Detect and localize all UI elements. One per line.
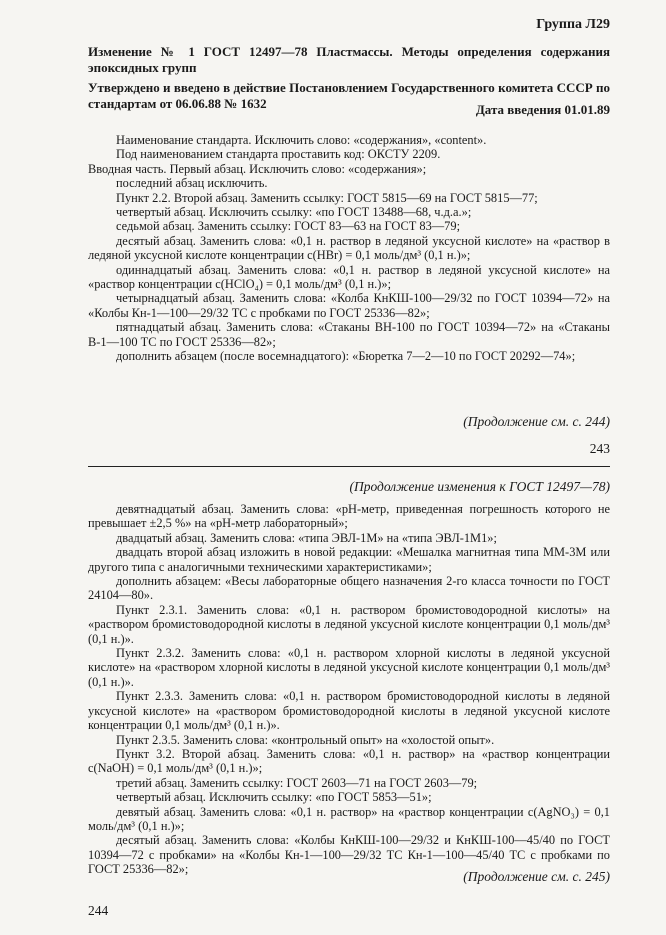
paragraph: десятый абзац. Заменить слова: «Колбы КнКШ-100—29/32 и КнКШ-100—45/40 по ГОСТ 10394—72 с пробками» на «Колбы Кн-1—100—29/32 ТС Кн-1—100—45/40 ТС с пробками по ГОСТ 25336—82»; — [88, 833, 610, 877]
paragraph: одиннадцатый абзац. Заменить слова: «0,1 н. раствор в ледяной уксусной кислоте» на «раствор концентрации c(HClO₄) = 0,1 моль/дм³ (0,1 н.)»; — [88, 262, 610, 292]
paragraph: Вводная часть. Первый абзац. Исключить слово: «содержания»; — [88, 161, 427, 176]
paragraph: девятнадцатый абзац. Заменить слова: «рН-метр, приведенная погрешность которого не превышает ±2,5 %» на «рН-метр лабораторный»; — [88, 502, 610, 531]
paragraph: двадцать второй абзац изложить в новой редакции: «Мешалка магнитная типа ММ-3М или другого типа с аналогичными техническими характеристиками»; — [88, 545, 610, 574]
paragraph: Пункт 2.3.3. Заменить слова: «0,1 н. раствором бромистоводородной кислоты в ледяной уксусной кислоте» на «раствором бромистоводородной кислоты в ледяной уксусной кислоте концентрации 0,1 моль/дм³ (0,1 н.)». — [88, 689, 610, 733]
paragraph: четвертый абзац. Исключить ссылку: «по ГОСТ 5853—51»; — [116, 790, 432, 805]
paragraph: Пункт 2.3.1. Заменить слова: «0,1 н. раствором бромистоводородной кислоты» на «раствором бромистоводородной кислоты в ледяной уксусной кислоте концентрации 0,1 моль/дм³ (0,1 н.)». — [88, 602, 610, 646]
page-number: 244 — [88, 903, 109, 918]
paragraph: Пункт 2.2. Второй абзац. Заменить ссылку: ГОСТ 5815—69 на ГОСТ 5815—77; — [116, 190, 538, 205]
approval-text: Утверждено и введено в действие Постановлением Государственного комитета СССР по стандартам от 06.06.88 № 1632 — [88, 80, 610, 111]
continued-note: (Продолжение см. с. 244) — [463, 414, 610, 429]
paragraph: пятнадцатый абзац. Заменить слова: «Стаканы ВН-100 по ГОСТ 10394—72» на «Стаканы В-1—100 ТС по ГОСТ 25336—82»; — [88, 320, 610, 349]
top-body — [88, 133, 610, 364]
paragraph: двадцатый абзац. Заменить слова: «типа ЭВЛ-1М» на «типа ЭВЛ-1М1»; — [116, 530, 497, 545]
paragraph: дополнить абзацем: «Весы лабораторные общего назначения 2-го класса точности по ГОСТ 24104—80». — [88, 574, 610, 603]
paragraph: четырнадцатый абзац. Заменить слова: «Колба КнКШ-100—29/32 по ГОСТ 10394—72» на «Колбы Кн-1—100—29/32 ТС с пробками по ГОСТ 25336—82»; — [88, 291, 610, 320]
bottom-body — [88, 502, 610, 877]
paragraph: Пункт 2.3.5. Заменить слова: «контрольный опыт» на «холостой опыт». — [116, 732, 495, 747]
paragraph: четвертый абзац. Исключить ссылку: «по ГОСТ 13488—68, ч.д.а.»; — [116, 205, 472, 220]
paragraph: последний абзац исключить. — [116, 176, 268, 191]
page-number: 243 — [589, 441, 610, 456]
paragraph: седьмой абзац. Заменить ссылку: ГОСТ 83—63 на ГОСТ 83—79; — [116, 219, 461, 234]
paragraph: Наименование стандарта. Исключить слово: «содержания», «content». — [116, 133, 487, 147]
effective-date: Дата введения 01.01.89 — [475, 102, 610, 117]
paragraph: Пункт 3.2. Второй абзац. Заменить слова: «0,1 н. раствор» на «раствор концентрации c(NaOH) = 0,1 моль/дм³ (0,1 н.)»; — [88, 746, 610, 776]
paragraph: девятый абзац. Заменить слова: «0,1 н. раствор» на «раствор концентрации c(AgNO₃) = 0,1 моль/дм³ (0,1 н.)»; — [88, 804, 610, 833]
continuation-header: (Продолжение изменения к ГОСТ 12497—78) — [349, 479, 610, 494]
group-label: Группа Л29 — [536, 17, 610, 32]
page-divider — [88, 466, 610, 467]
paragraph: третий абзац. Заменить ссылку: ГОСТ 2603—71 на ГОСТ 2603—79; — [116, 775, 478, 790]
paragraph: Пункт 2.3.2. Заменить слова: «0,1 н. раствором хлорной кислоты в ледяной уксусной кислоте» на «раствором хлорной кислоты в ледяной уксусной кислоте концентрации 0,1 моль/дм³ (0,1 н.)». — [88, 646, 610, 689]
continued-note: (Продолжение см. с. 245) — [463, 869, 610, 884]
paragraph: Под наименованием стандарта проставить код: ОКСТУ 2209. — [116, 147, 441, 162]
paragraph: дополнить абзацем (после восемнадцатого): «Бюретка 7—2—10 по ГОСТ 20292—74»; — [116, 349, 576, 364]
amendment-title: Изменение № 1 ГОСТ 12497—78 Пластмассы. Методы определения содержания эпоксидных групп — [88, 44, 610, 75]
paragraph: десятый абзац. Заменить слова: «0,1 н. раствор в ледяной уксусной кислоте» на «раствор в ледяной уксусной кислоте концентрации c(HBr) = 0,1 моль/дм³ (0,1 н.)»; — [88, 233, 610, 263]
